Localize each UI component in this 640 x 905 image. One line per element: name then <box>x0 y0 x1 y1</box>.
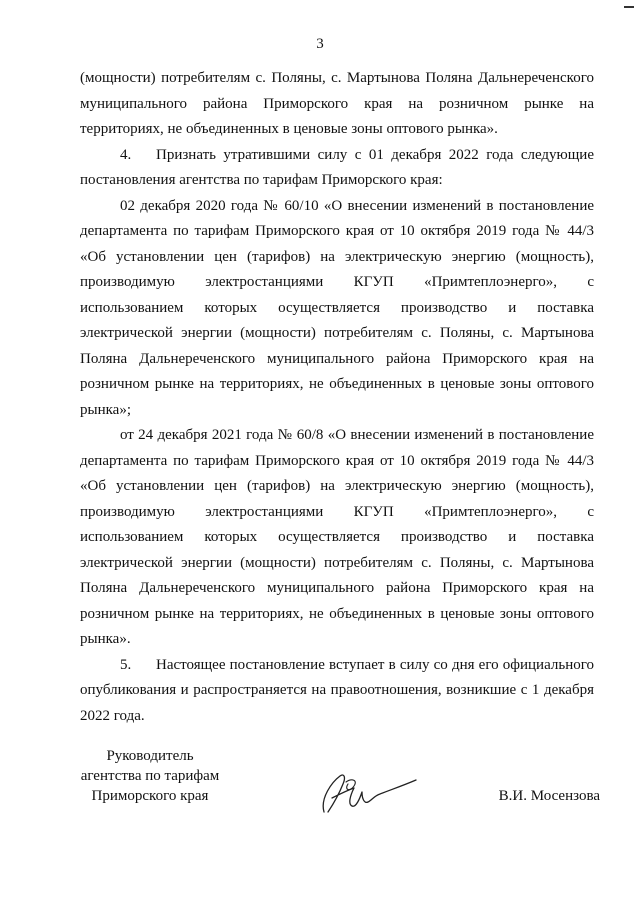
signatory-name: В.И. Мосензова <box>498 788 600 804</box>
signatory-title <box>60 746 240 806</box>
signatory-title-line-1: Руководитель <box>106 748 194 764</box>
page-number: 3 <box>316 36 324 52</box>
item-5-text: Настоящее постановление вступает в силу со дня его официального опубликования и распространяется на правоотношения, возникшие с 1 декабря 2022 года. <box>80 656 594 724</box>
item-4-number: 4. <box>120 146 132 163</box>
handwritten-signature <box>310 768 420 818</box>
paragraph-continuation: (мощности) потребителям с. Поляны, с. Мартынова Поляна Дальнереченского муниципального района Приморского края на розничном рынке на территориях, не объединенных в ценовые зоны оптового рынка». <box>80 70 594 137</box>
paragraph-resolution-60-8: от 24 декабря 2021 года № 60/8 «О внесении изменений в постановление департамента по тарифам Приморского края от 10 октября 2019 года № 44/3 «Об установлении цен (тарифов) на электрическую энергию (мощность), производимую электростанциями КГУП «Примтеплоэнерго», с использованием которых осуществляется производство и поставка электрической энергии (мощности) потребителям с. Поляны, с. Мартынова Поляна Дальнереченского муниципального района Приморского края на розничном рынке на территориях, не объединенных в ценовые зоны оптового рынка». <box>80 427 594 647</box>
signatory-title-line-3: Приморского края <box>91 788 209 804</box>
item-5-number: 5. <box>120 656 132 673</box>
signature-stroke-main <box>323 775 416 812</box>
item-4-text: Признать утратившими силу с 01 декабря 2022 года следующие постановления агентства по тарифам Приморского края: <box>80 146 594 188</box>
paragraph-resolution-60-10: 02 декабря 2020 года № 60/10 «О внесении изменений в постановление департамента по тарифам Приморского края от 10 октября 2019 года № 44/3 «Об установлении цен (тарифов) на электрическую энергию (мощность), производимую электростанциями КГУП «Примтеплоэнерго», с использованием которых осуществляется производство и поставка электрической энергии (мощности) потребителям с. Поляны, с. Мартынова Поляна Дальнереченского муниципального района Приморского края на розничном рынке на территориях, не объединенных в ценовые зоны оптового рынка»; <box>80 197 594 418</box>
signature-block <box>60 746 600 816</box>
document-body <box>80 66 594 729</box>
item-5 <box>80 653 594 730</box>
item-4 <box>80 143 594 194</box>
signatory-title-line-2: агентства по тарифам <box>80 768 220 784</box>
corner-scan-mark <box>624 6 634 8</box>
